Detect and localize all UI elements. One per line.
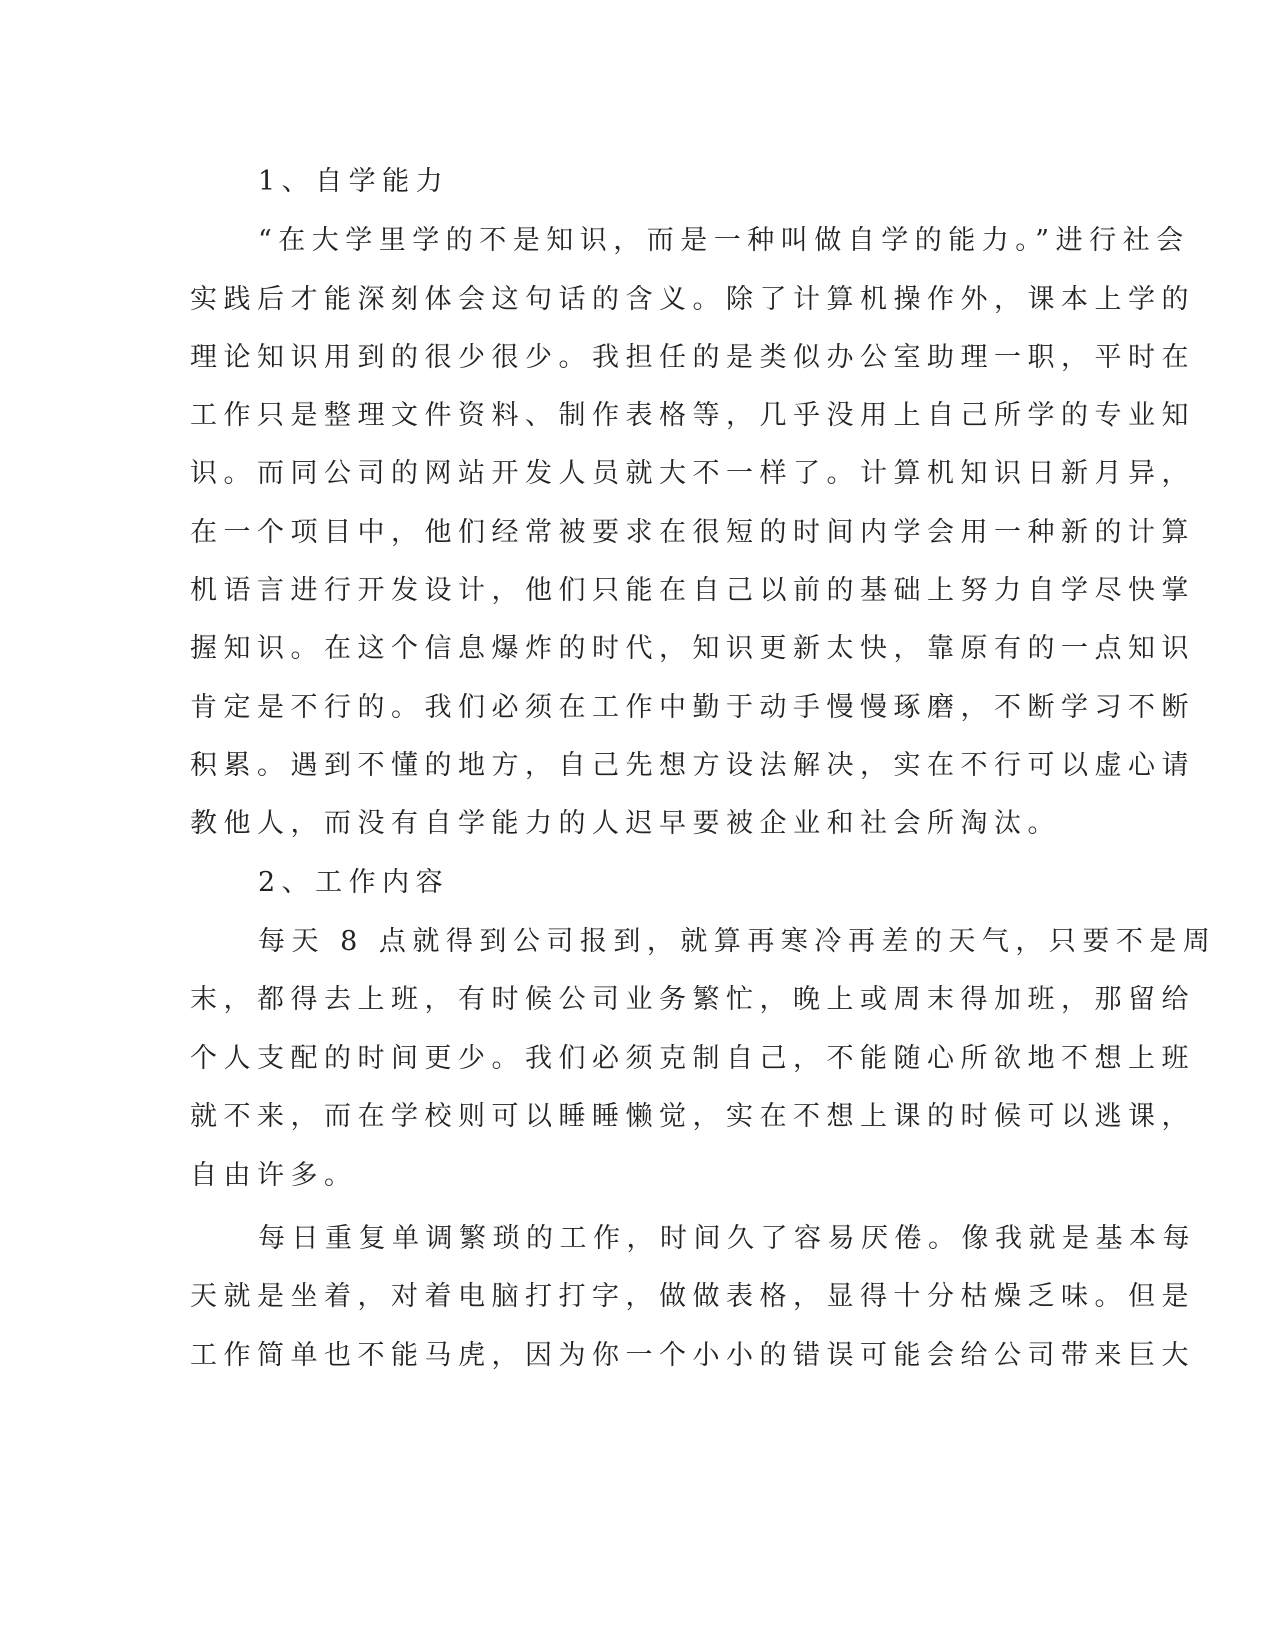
- paragraph-line: 自由许多。: [190, 1160, 358, 1191]
- paragraph-line: 每天 8 点就得到公司报到，就算再寒冷再差的天气，只要不是周: [258, 926, 1217, 957]
- paragraph-line: 肯定是不行的。我们必须在工作中勤于动手慢慢琢磨，不断学习不断: [190, 692, 1195, 723]
- paragraph-line: 实践后才能深刻体会这句话的含义。除了计算机操作外，课本上学的: [190, 284, 1195, 315]
- paragraph-line: 天就是坐着，对着电脑打打字，做做表格，显得十分枯燥乏味。但是: [190, 1281, 1195, 1312]
- paragraph-line: 工作简单也不能马虎，因为你一个小小的错误可能会给公司带来巨大: [190, 1340, 1195, 1371]
- paragraph-line: 在一个项目中，他们经常被要求在很短的时间内学会用一种新的计算: [190, 517, 1195, 548]
- paragraph-line: 积累。遇到不懂的地方，自己先想方设法解决，实在不行可以虚心请: [190, 750, 1195, 781]
- paragraph-line: 握知识。在这个信息爆炸的时代，知识更新太快，靠原有的一点知识: [190, 633, 1195, 664]
- paragraph-line: 末，都得去上班，有时候公司业务繁忙，晚上或周末得加班，那留给: [190, 984, 1195, 1015]
- paragraph-line: 就不来，而在学校则可以睡睡懒觉，实在不想上课的时候可以逃课，: [190, 1101, 1195, 1132]
- section-heading-self-study: 1、自学能力: [258, 166, 450, 197]
- paragraph-line: 工作只是整理文件资料、制作表格等，几乎没用上自己所学的专业知: [190, 400, 1195, 431]
- paragraph-line: 机语言进行开发设计，他们只能在自己以前的基础上努力自学尽快掌: [190, 575, 1195, 606]
- section-heading-work-content: 2、工作内容: [258, 867, 450, 898]
- paragraph-line: 个人支配的时间更少。我们必须克制自己，不能随心所欲地不想上班: [190, 1043, 1195, 1074]
- paragraph-line: 识。而同公司的网站开发人员就大不一样了。计算机知识日新月异，: [190, 458, 1195, 489]
- paragraph-line: “在大学里学的不是知识，而是一种叫做自学的能力。”进行社会: [258, 225, 1190, 256]
- paragraph-line: 每日重复单调繁琐的工作，时间久了容易厌倦。像我就是基本每: [258, 1223, 1196, 1254]
- paragraph-line: 教他人，而没有自学能力的人迟早要被企业和社会所淘汰。: [190, 808, 1061, 839]
- paragraph-line: 理论知识用到的很少很少。我担任的是类似办公室助理一职，平时在: [190, 342, 1195, 373]
